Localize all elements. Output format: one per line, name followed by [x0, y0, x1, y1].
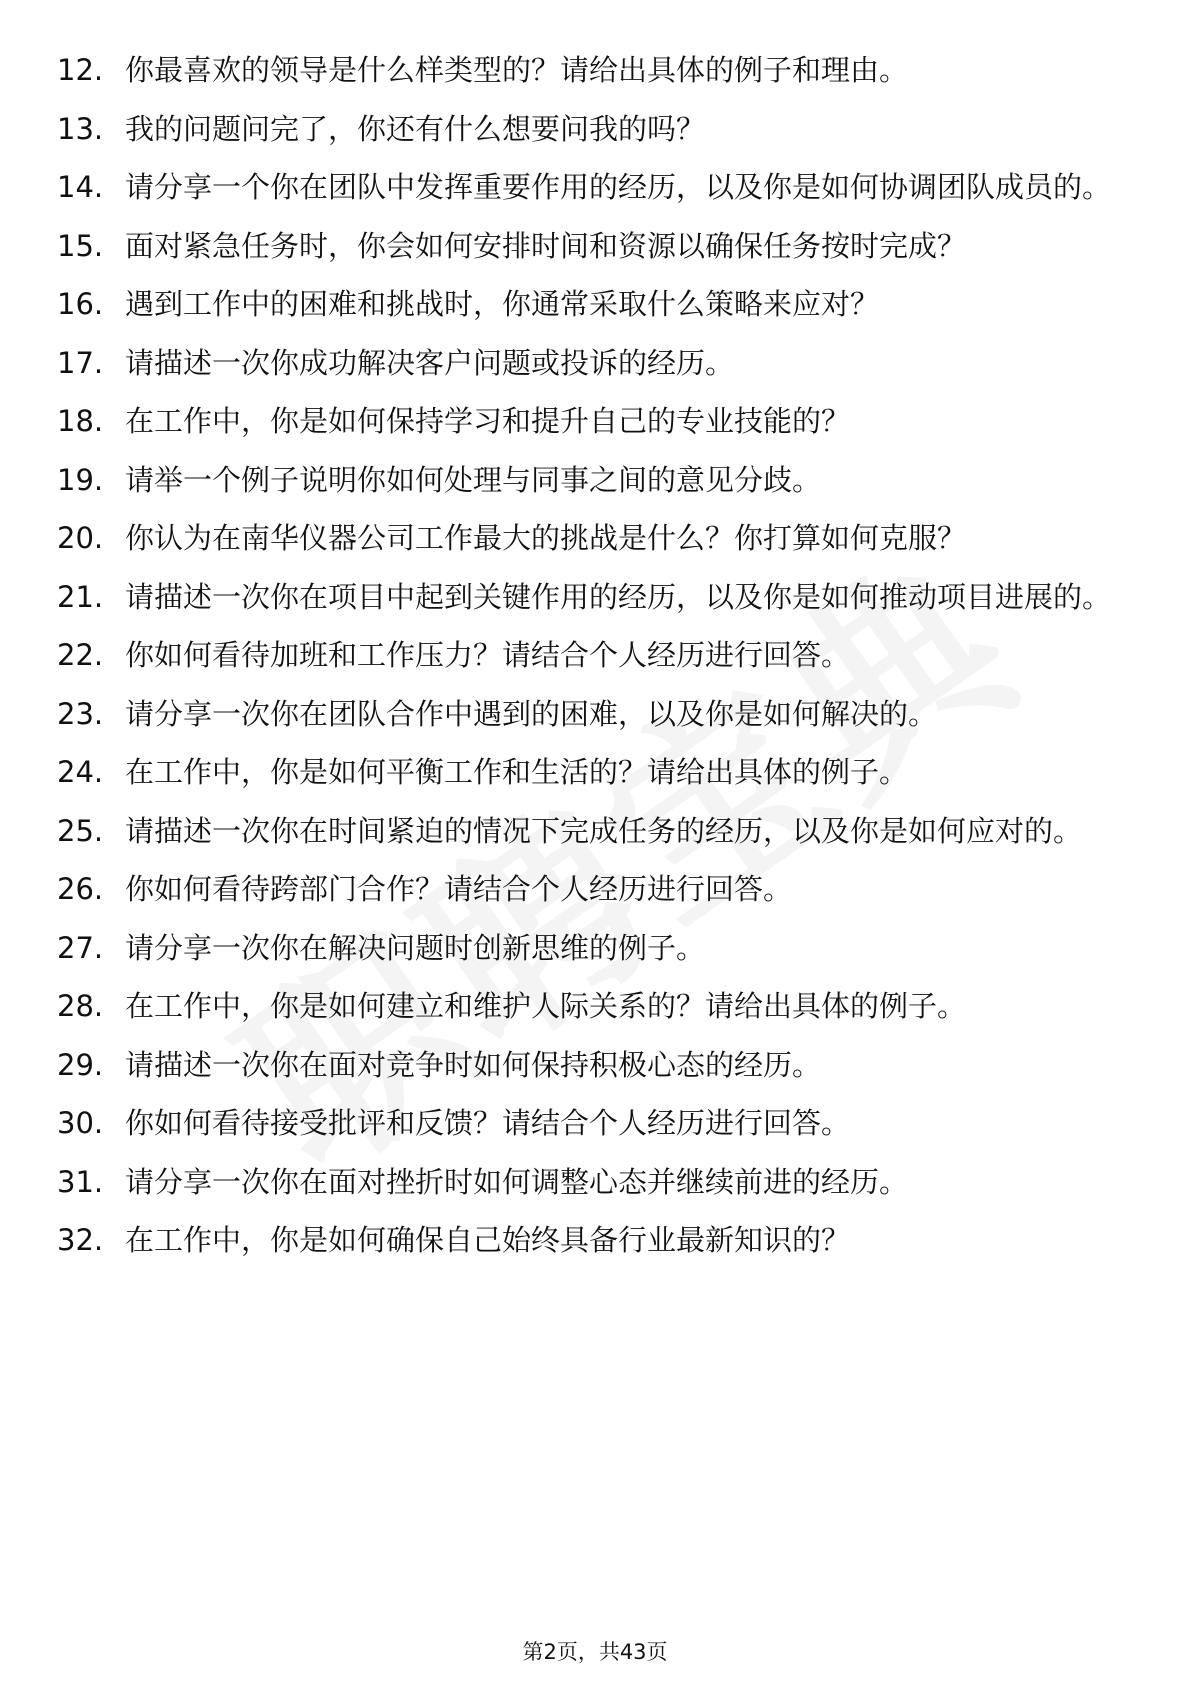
question-text: 请分享一次你在面对挫折时如何调整心态并继续前进的经历。 [125, 1164, 909, 1199]
question-text: 我的问题问完了，你还有什么想要问我的吗？ [125, 111, 706, 146]
question-number: 26. [57, 872, 104, 906]
list-item [57, 285, 1127, 324]
question-text: 在工作中，你是如何平衡工作和生活的？请给出具体的例子。 [125, 755, 909, 789]
question-number: 22. [57, 638, 104, 672]
question-number: 14. [57, 170, 104, 204]
list-item [57, 461, 1127, 500]
question-text: 你如何看待接受批评和反馈？请结合个人经历进行回答。 [125, 1106, 851, 1140]
question-number: 30. [57, 1106, 104, 1140]
list-item [57, 753, 1127, 792]
question-number: 12. [57, 53, 104, 87]
question-text: 你认为在南华仪器公司工作最大的挑战是什么？你打算如何克服？ [125, 521, 967, 555]
list-item [57, 1163, 1127, 1202]
question-text: 请分享一个你在团队中发挥重要作用的经历，以及你是如何协调团队成员的。 [125, 170, 1112, 204]
question-number: 24. [57, 755, 104, 789]
list-item [57, 227, 1127, 266]
question-text: 请描述一次你成功解决客户问题或投诉的经历。 [125, 345, 735, 380]
list-item [57, 636, 1127, 675]
list-item [57, 344, 1127, 383]
question-number: 18. [57, 404, 104, 438]
list-item [57, 1046, 1127, 1085]
question-text: 你如何看待加班和工作压力？请结合个人经历进行回答。 [125, 638, 851, 672]
list-item [57, 519, 1127, 558]
question-text: 请描述一次你在面对竞争时如何保持积极心态的经历。 [125, 1047, 822, 1082]
list-item [57, 1221, 1127, 1260]
list-item [57, 929, 1127, 968]
list-item [57, 987, 1127, 1026]
question-text: 遇到工作中的困难和挑战时，你通常采取什么策略来应对？ [125, 287, 880, 321]
question-number: 16. [57, 287, 104, 321]
question-number: 15. [57, 228, 104, 263]
list-item [57, 812, 1127, 851]
list-item [57, 402, 1127, 441]
question-text: 请分享一次你在解决问题时创新思维的例子。 [125, 930, 706, 965]
question-text: 在工作中，你是如何确保自己始终具备行业最新知识的？ [125, 1223, 851, 1257]
question-number: 31. [57, 1164, 104, 1199]
question-number: 17. [57, 345, 104, 380]
question-text: 在工作中，你是如何建立和维护人际关系的？请给出具体的例子。 [125, 989, 967, 1023]
question-text: 请举一个例子说明你如何处理与同事之间的意见分歧。 [125, 462, 822, 497]
list-item [57, 1104, 1127, 1143]
question-number: 27. [57, 930, 104, 965]
question-text: 请描述一次你在时间紧迫的情况下完成任务的经历，以及你是如何应对的。 [125, 813, 1083, 848]
question-number: 29. [57, 1047, 104, 1082]
question-number: 28. [57, 989, 104, 1023]
question-text: 你如何看待跨部门合作？请结合个人经历进行回答。 [125, 872, 793, 906]
list-item [57, 51, 1127, 90]
question-text: 在工作中，你是如何保持学习和提升自己的专业技能的？ [125, 404, 851, 438]
question-text: 请分享一次你在团队合作中遇到的困难，以及你是如何解决的。 [125, 696, 938, 731]
question-text: 面对紧急任务时，你会如何安排时间和资源以确保任务按时完成？ [125, 228, 967, 263]
list-item [57, 578, 1127, 617]
question-number: 21. [57, 579, 104, 614]
question-text: 你最喜欢的领导是什么样类型的？请给出具体的例子和理由。 [125, 53, 909, 87]
page-footer: 第2页，共43页 [522, 1640, 668, 1664]
question-number: 25. [57, 813, 104, 848]
list-item [57, 110, 1127, 149]
list-item [57, 168, 1127, 207]
question-number: 23. [57, 696, 104, 731]
question-number: 13. [57, 111, 104, 146]
list-item [57, 870, 1127, 909]
list-item [57, 695, 1127, 734]
question-text: 请描述一次你在项目中起到关键作用的经历，以及你是如何推动项目进展的。 [125, 579, 1112, 614]
question-list [57, 51, 1127, 1280]
question-number: 32. [57, 1223, 104, 1257]
question-number: 20. [57, 521, 104, 555]
question-number: 19. [57, 462, 104, 497]
